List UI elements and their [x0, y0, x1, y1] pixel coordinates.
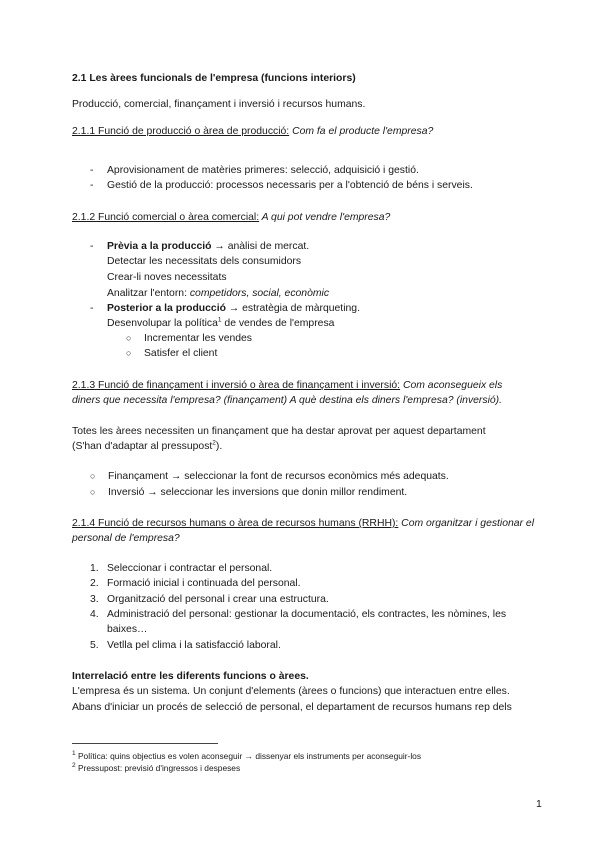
subsection-2-1-1-heading	[72, 124, 542, 139]
intro-text: Producció, comercial, finançament i inversió i recursos humans.	[72, 99, 366, 110]
footnote-ref: 1	[217, 316, 222, 324]
paragraph: L'empresa és un sistema. Un conjunt d'elements (àrees o funcions) que interactuen entre elles.	[72, 686, 510, 697]
footnote-ref: 2	[212, 439, 216, 447]
footnote-separator	[72, 743, 218, 744]
subsection-title: 2.1.1 Funció de producció o àrea de producció:	[72, 126, 290, 137]
subsection-2-1-2-heading	[72, 210, 542, 225]
document-page: 2.1 Les àrees funcionals de l'empresa (funcions interiors) Producció, comercial, finançament i inversió i recursos humans. 2.1.1 Funció de producció o àrea de producció: Com fa el producte l'empresa? - Aprovisionament de matèries primeres: selecció, adquisició i gestió. - Gestió de la producció: processos necessaris per a l'obtenció de béns i serveis. 2.1.2 Funció comercial o àrea comercial: A qui pot vendre l'empresa? - Prèvia a la producció → anàlisi de mercat. Detectar les necessitats dels consumidors Crear-li noves necessitats Analitzar l'entorn: competidors, social, econòmic - Posterior a la producció → estratègia de màrqueting. Desenvolupar la política$^1$ de vendes de l'empresa ○ Incrementar les vendes ○ Satisfer el client 2.1.3 Funció de finançament i inversió o àrea de finançament i inversió: Com aconsegueix els diners que necessita l'empresa? (finançament) A què destina els diners l'empresa? (inversió). Totes les àrees necessiten un finançament que ha destar aprovat per aquest departament (S'han d'adaptar al pressupost$^2$). ○ Finançament → seleccionar la font de recursos econòmics més adequats. ○ Inversió → seleccionar les inversions que donin millor rendiment. 2.1.4 Funció de recursos humans o àrea de recursos humans (RRHH): Com organitzar i gestionar el personal de l'empresa? 1. Seleccionar i contractar el personal. 2. Formació inicial i continuada del personal. 3. Organització del personal i crear una estructura. 4. Administració del personal: gestionar la documentació, els contractes, les nòmines, les baixes… 5. Vetlla pel clima i la satisfacció laboral. Interrelació entre les diferents funcions o àrees. L'empresa és un sistema. Un conjunt d'elements (àrees o funcions) que interactuen entre elles. Abans d'iniciar un procés de selecció de personal, el departament de recursos humans rep dels $^1$ Política: quins objectius es volen aconseguir → dissenyar els instruments per aconseguir-los $^2$ Pressupost: previsió d'ingressos i despeses 1	[72, 73, 542, 810]
paragraph: Totes les àrees necessiten un finançament que ha destar aprovat per aquest departament	[72, 426, 486, 437]
subsection-2-1-4-heading	[72, 516, 542, 531]
page-number: 1	[536, 798, 542, 810]
subsection-2-1-3-heading	[72, 378, 542, 393]
subsection-title: 2.1.2 Funció comercial o àrea comercial:	[72, 212, 260, 223]
subsection-question: Com organitzar i gestionar el	[398, 518, 535, 529]
subsection-question-continued: diners que necessita l'empresa? (finançament) A què destina els diners l'empresa? (inversió).	[72, 395, 503, 406]
paragraph: (S'han d'adaptar al pressupost$^2$).	[72, 439, 223, 452]
footnote: $^1$ Política: quins objectius es volen aconseguir → dissenyar els instruments per aconseguir-los	[72, 750, 422, 761]
subsection-question: Com aconsegueix els	[400, 380, 503, 391]
interrelation-heading: Interrelació entre les diferents funcions o àrees.	[72, 671, 309, 682]
subsection-question-continued: personal de l'empresa?	[72, 533, 180, 544]
subsection-title: 2.1.4 Funció de recursos humans o àrea de recursos humans (RRHH):	[72, 518, 399, 529]
section-heading: 2.1 Les àrees funcionals de l'empresa (funcions interiors)	[72, 73, 356, 84]
paragraph: Abans d'iniciar un procés de selecció de personal, el departament de recursos humans rep dels	[72, 702, 512, 713]
subsection-question: Com fa el producte l'empresa?	[289, 126, 434, 137]
subsection-title: 2.1.3 Funció de finançament i inversió o àrea de finançament i inversió:	[72, 380, 401, 391]
footnote: $^2$ Pressupost: previsió d'ingressos i despeses	[72, 762, 241, 773]
subsection-question: A qui pot vendre l'empresa?	[259, 212, 391, 223]
